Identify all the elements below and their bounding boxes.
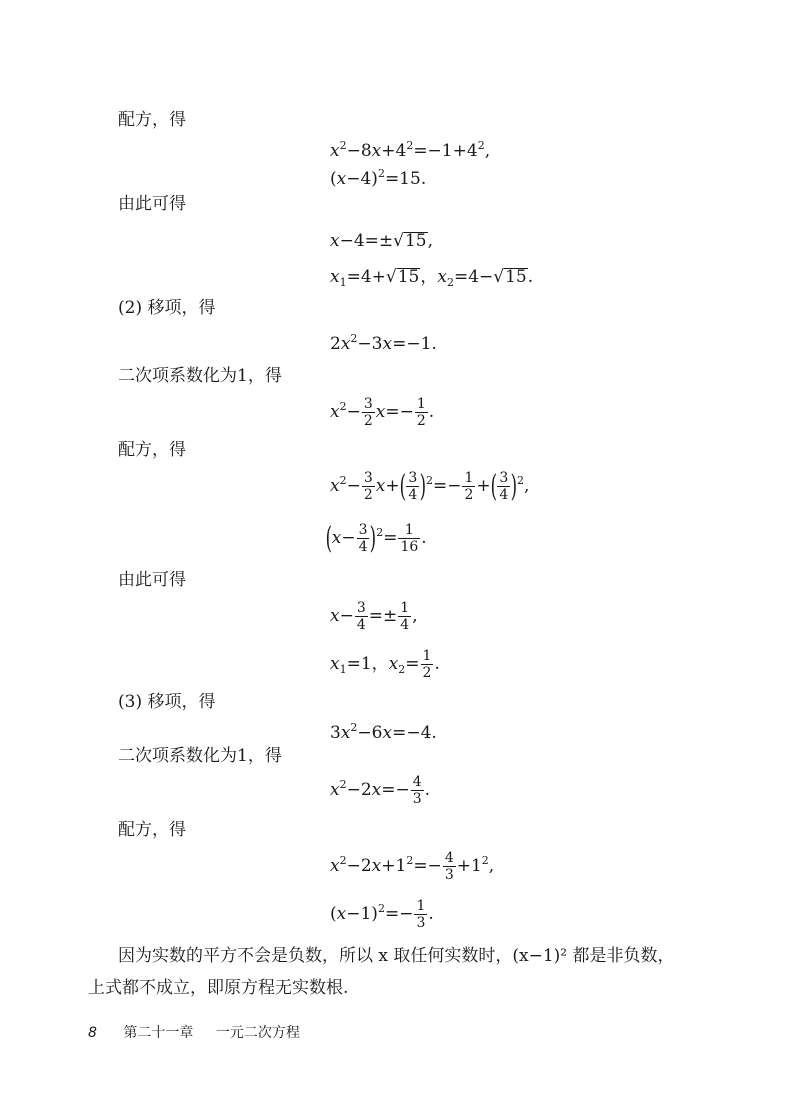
label-coef-3: 二次项系数化为1，得 <box>118 746 282 766</box>
equation: $(x-1)^2=-$ $\frac{1}{3}$ . <box>330 898 434 932</box>
page-footer <box>88 1022 300 1042</box>
chapter-title: 一元二次方程 <box>215 1025 300 1041</box>
equation: $x^2-2x+1^2=-$ $\frac{4}{3}$ $+1^2$, <box>330 850 495 884</box>
page-number: 8 <box>88 1025 97 1041</box>
label-step-2: (2) 移项，得 <box>118 298 216 318</box>
label-coef-2: 二次项系数化为1，得 <box>118 366 282 386</box>
equation: $x^2-2x=-$ $\frac{4}{3}$ . <box>330 774 431 808</box>
equation: $x^2-$ $\frac{3}{2}$ x+( $\frac{3}{4}$ )$^2$=− $\frac{1}{2}$ +( $\frac{3}{4}$ )$^2$, <box>330 468 530 504</box>
equation: $x^2-8x+4^2=-1+4^2$, <box>330 139 491 161</box>
label-step-3: (3) 移项，得 <box>118 692 216 712</box>
equation: $3x^2-6x=-4$. <box>330 721 437 743</box>
equation: $x^2-$ $\frac{3}{2}$ x=− $\frac{1}{2}$ . <box>330 396 435 430</box>
label-youci-2: 由此可得 <box>118 570 186 590</box>
label-peifang-3: 配方，得 <box>118 820 186 840</box>
label-youci-1: 由此可得 <box>118 194 186 214</box>
equation: $x_1=1$，$x_2=$ $\frac{1}{2}$ . <box>330 648 440 682</box>
conclusion-paragraph: 因为实数的平方不会是负数，所以 x 取任何实数时，(x−1)² 都是非负数，上式都不成立，即原方程无实数根. <box>88 946 675 998</box>
equation: x− $\frac{3}{4}$ =± $\frac{1}{4}$ , <box>330 600 418 634</box>
label-peifang-1: 配方，得 <box>118 110 186 130</box>
equation: (x− $\frac{3}{4}$ )$^2$= $\frac{1}{16}$ . <box>325 520 427 556</box>
equation: $x_1=4+√15$，$x_2=4-√15$. <box>330 267 534 289</box>
equation: $(x-4)^2=15$. <box>330 167 427 189</box>
equation: x−4=±√15, <box>330 231 434 251</box>
chapter-label: 第二十一章 <box>123 1025 194 1041</box>
equation: $2x^2-3x=-1$. <box>330 332 437 354</box>
label-peifang-2: 配方，得 <box>118 440 186 460</box>
